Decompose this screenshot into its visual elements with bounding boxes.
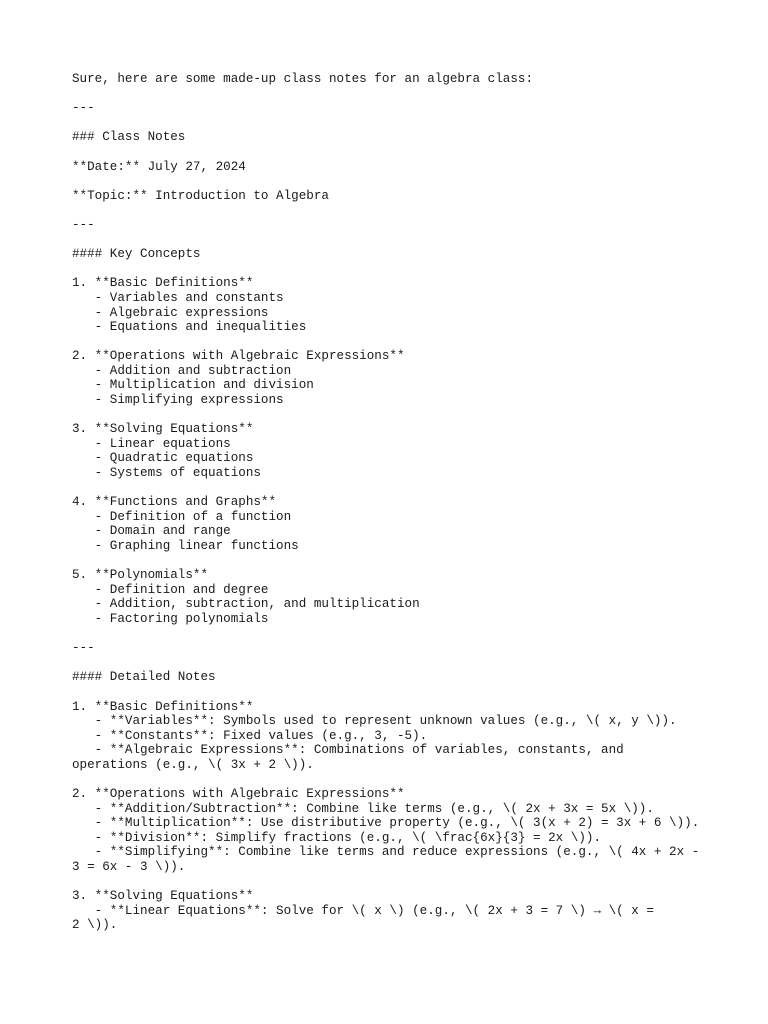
text-line: #### Key Concepts bbox=[72, 247, 201, 262]
blank-line bbox=[72, 656, 712, 671]
text-line: - Linear equations bbox=[72, 436, 231, 451]
text-line: - Quadratic equations bbox=[72, 451, 254, 466]
text-line: - Factoring polynomials bbox=[72, 611, 269, 626]
blank-line bbox=[72, 335, 712, 350]
text-line: 3. **Solving Equations** bbox=[72, 422, 254, 437]
text-line: #### Detailed Notes bbox=[72, 670, 216, 685]
text-line: **Topic:** Introduction to Algebra bbox=[72, 188, 329, 203]
blank-line bbox=[72, 262, 712, 277]
text-line: - **Addition/Subtraction**: Combine like terms (e.g., \( 2x + 3x = 5x \)). bbox=[72, 801, 654, 816]
text-line: - Systems of equations bbox=[72, 466, 261, 481]
text-line: - Graphing linear functions bbox=[72, 539, 299, 553]
blank-line bbox=[72, 773, 712, 788]
blank-line bbox=[72, 116, 712, 131]
text-line: 1. **Basic Definitions** bbox=[72, 276, 254, 291]
text-line: - Simplifying expressions bbox=[72, 393, 284, 408]
text-line: 5. **Polynomials** bbox=[72, 568, 209, 583]
text-line: - Definition of a function bbox=[72, 509, 292, 524]
text-line: - **Algebraic Expressions**: Combinations of variables, constants, and bbox=[72, 743, 624, 758]
text-line: 3. **Solving Equations** bbox=[72, 889, 254, 904]
text-line: - Addition and subtraction bbox=[72, 363, 292, 378]
text-line: --- bbox=[72, 641, 95, 656]
text-line: --- bbox=[72, 101, 95, 116]
text-line: 2. **Operations with Algebraic Expressions** bbox=[72, 349, 405, 364]
text-line: 4. **Functions and Graphs** bbox=[72, 495, 277, 510]
blank-line bbox=[72, 554, 712, 569]
text-line: - Equations and inequalities bbox=[72, 320, 307, 335]
text-line: - Multiplication and division bbox=[72, 378, 314, 393]
blank-line bbox=[72, 875, 712, 890]
blank-line bbox=[72, 685, 712, 700]
text-line: - **Linear Equations**: Solve for \( x \) (e.g., \( 2x + 3 = 7 \) → \( x = bbox=[72, 903, 654, 918]
text-line: - Algebraic expressions bbox=[72, 305, 269, 320]
blank-line bbox=[72, 481, 712, 496]
text-line: - **Constants**: Fixed values (e.g., 3, -5). bbox=[72, 728, 428, 743]
blank-line bbox=[72, 233, 712, 248]
blank-line bbox=[72, 174, 712, 189]
text-line: 2. **Operations with Algebraic Expressions** bbox=[72, 787, 405, 802]
blank-line bbox=[72, 145, 712, 160]
text-line: --- bbox=[72, 217, 95, 232]
blank-line bbox=[72, 627, 712, 642]
text-line: - **Variables**: Symbols used to represent unknown values (e.g., \( x, y \)). bbox=[72, 714, 677, 729]
document-page bbox=[72, 72, 712, 933]
text-line: operations (e.g., \( 3x + 2 \)). bbox=[72, 757, 314, 772]
text-line: 1. **Basic Definitions** bbox=[72, 699, 254, 714]
text-line: - **Simplifying**: Combine like terms and reduce expressions (e.g., \( 4x + 2x - bbox=[72, 845, 700, 860]
blank-line bbox=[72, 87, 712, 102]
text-line: 2 \)). bbox=[72, 918, 118, 933]
text-line: - Variables and constants bbox=[72, 290, 284, 305]
text-line: - **Multiplication**: Use distributive property (e.g., \( 3(x + 2) = 3x + 6 \)). bbox=[72, 816, 700, 831]
text-line: **Date:** July 27, 2024 bbox=[72, 159, 246, 174]
text-line: - **Division**: Simplify fractions (e.g., \( \frac{6x}{3} = 2x \)). bbox=[72, 830, 602, 845]
text-line: ### Class Notes bbox=[72, 130, 186, 145]
text-line: - Definition and degree bbox=[72, 582, 269, 597]
text-line: - Domain and range bbox=[72, 524, 231, 539]
text-line: - Addition, subtraction, and multiplication bbox=[72, 597, 420, 612]
blank-line bbox=[72, 408, 712, 423]
text-line: 3 = 6x - 3 \)). bbox=[72, 860, 186, 875]
blank-line bbox=[72, 203, 712, 218]
text-line: Sure, here are some made-up class notes for an algebra class: bbox=[72, 72, 534, 86]
